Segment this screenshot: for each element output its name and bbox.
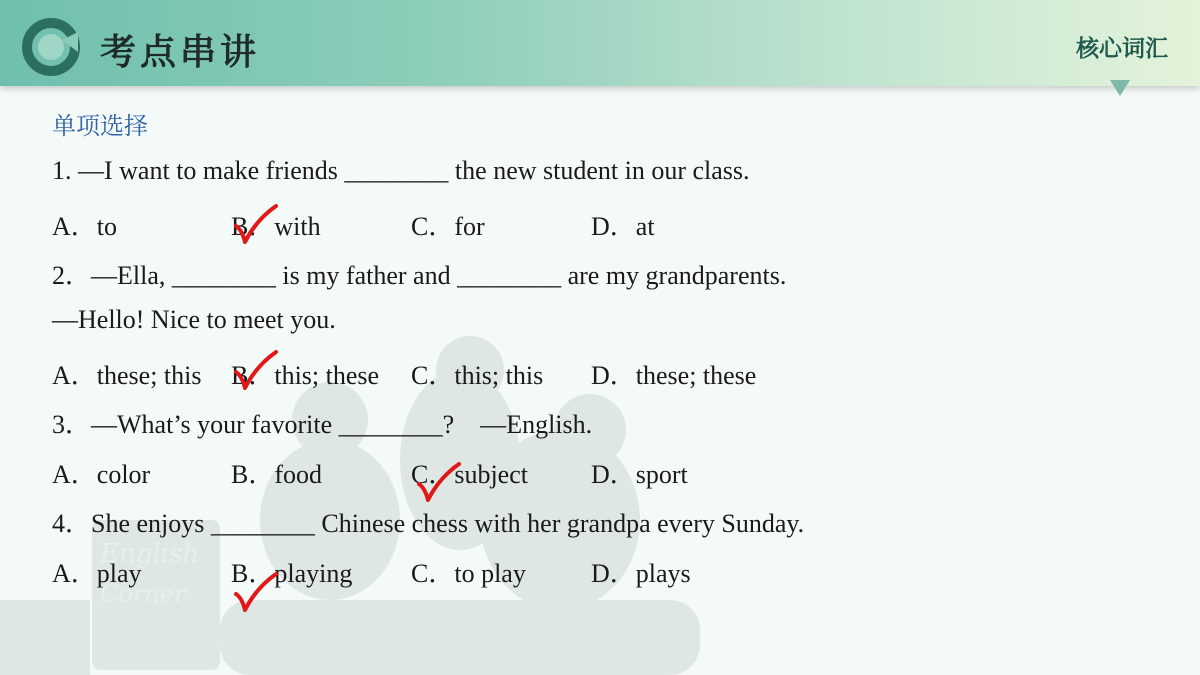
header-title: 考点串讲 bbox=[100, 32, 261, 73]
header-banner bbox=[0, 0, 1200, 86]
question-1-option-c: C．for bbox=[411, 212, 485, 241]
question-4-option-a: A．play bbox=[52, 559, 142, 588]
question-1-stem: 1. —I want to make friends ________ the new student in our class. bbox=[52, 156, 750, 185]
chalkboard-sign bbox=[92, 520, 220, 670]
question-2-option-c: C．this; this bbox=[411, 361, 544, 390]
header-tab-marker bbox=[1110, 80, 1130, 96]
background-sign-line2: Corner bbox=[100, 580, 186, 608]
question-4-option-c: C．to play bbox=[411, 559, 526, 588]
question-2-option-b: B．this; these bbox=[231, 361, 380, 390]
question-4-option-d: D．plays bbox=[591, 559, 691, 588]
question-3-stem: 3．—What’s your favorite ________? —English. bbox=[52, 410, 593, 439]
logo-ring-icon bbox=[22, 18, 80, 76]
header-section-name: 核心词汇 bbox=[1076, 36, 1168, 62]
question-2-reply: —Hello! Nice to meet you. bbox=[52, 305, 336, 334]
question-1-option-b: B．with bbox=[231, 212, 321, 241]
check-mark-icon bbox=[415, 462, 461, 504]
question-4-option-b: B．playing bbox=[231, 559, 353, 588]
check-mark-icon bbox=[232, 350, 278, 392]
question-2-option-a: A．these; this bbox=[52, 361, 202, 390]
question-2-option-d: D．these; these bbox=[591, 361, 757, 390]
section-label: 单项选择 bbox=[52, 112, 148, 140]
question-3-option-a: A．color bbox=[52, 460, 151, 489]
question-2-stem: 2．—Ella, ________ is my father and ________ are my grandparents. bbox=[52, 261, 787, 290]
question-3-option-c: C．subject bbox=[411, 460, 528, 489]
question-1-option-a: A．to bbox=[52, 212, 118, 241]
check-mark-icon bbox=[232, 572, 278, 614]
question-1-option-d: D．at bbox=[591, 212, 655, 241]
background-sign-line1: English bbox=[100, 539, 200, 569]
question-4-stem: 4．She enjoys ________ Chinese chess with her grandpa every Sunday. bbox=[52, 509, 805, 538]
question-3-option-d: D．sport bbox=[591, 460, 688, 489]
question-3-option-b: B．food bbox=[231, 460, 323, 489]
check-mark-icon bbox=[232, 204, 278, 246]
